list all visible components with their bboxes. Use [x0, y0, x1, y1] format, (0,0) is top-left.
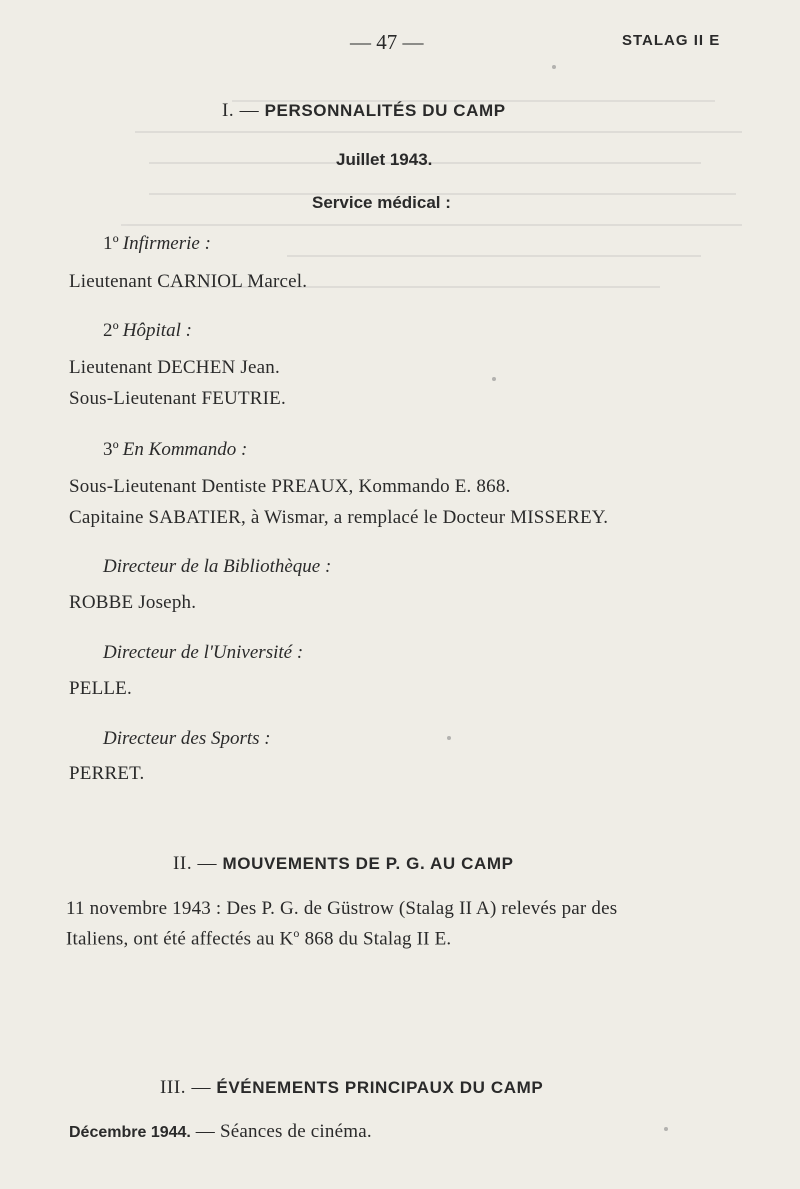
kommando-staff-2: Capitaine SABATIER, à Wismar, a remplacé le Docteur MISSEREY. [69, 507, 609, 528]
section-3-event: — Séances de cinéma. [190, 1121, 372, 1142]
section-2-paragraph-line-1: 11 novembre 1943 : Des P. G. de Güstrow (Stalag II A) relevés par des [66, 898, 618, 919]
hopital-number: 2º [103, 320, 119, 341]
section-3-heading [160, 1077, 543, 1099]
section-2-title: MOUVEMENTS DE P. G. AU CAMP [222, 854, 514, 873]
kommando-number: 3º [103, 439, 119, 460]
kommando-staff-1: Sous-Lieutenant Dentiste PREAUX, Kommando E. 868. [69, 476, 511, 497]
hopital-heading [103, 320, 192, 342]
kommando-superscript: o [293, 926, 300, 940]
section-1-numeral: I. — [222, 100, 260, 121]
paper-speck [552, 65, 556, 69]
section-3-entry [69, 1121, 372, 1143]
infirmerie-heading [103, 233, 211, 255]
kommando-label: En Kommando : [122, 439, 248, 460]
service-title: Service médical : [312, 193, 451, 212]
section-3-date: Décembre 1944. [69, 1124, 191, 1141]
running-title: STALAG II E [622, 32, 721, 49]
kommando-heading [103, 439, 247, 461]
paper-speck [447, 736, 451, 740]
universite-label: Directeur de l'Université : [103, 642, 304, 663]
bibliotheque-name: ROBBE Joseph. [69, 592, 197, 613]
section-1-title: PERSONNALITÉS DU CAMP [264, 101, 506, 120]
sports-label: Directeur des Sports : [103, 728, 271, 749]
paper-speck [664, 1127, 668, 1131]
page-number: — 47 — [350, 30, 424, 54]
infirmerie-staff: Lieutenant CARNIOL Marcel. [69, 271, 308, 292]
hopital-label: Hôpital : [122, 320, 192, 341]
section-2-line-2-start: Italiens, ont été affectés au K [66, 928, 294, 950]
universite-name: PELLE. [69, 678, 132, 699]
paper-speck [492, 377, 496, 381]
section-3-title: ÉVÉNEMENTS PRINCIPAUX DU CAMP [216, 1078, 544, 1097]
section-3-numeral: III. — [160, 1077, 212, 1098]
hopital-staff-1: Lieutenant DECHEN Jean. [69, 357, 280, 378]
hopital-staff-2: Sous-Lieutenant FEUTRIE. [69, 388, 286, 409]
section-1-date: Juillet 1943. [336, 150, 433, 169]
infirmerie-number: 1º [103, 233, 119, 254]
infirmerie-label: Infirmerie : [122, 233, 211, 254]
section-2-numeral: II. — [173, 853, 218, 874]
section-2-heading [173, 853, 514, 875]
bibliotheque-label: Directeur de la Bibliothèque : [103, 556, 332, 577]
sports-name: PERRET. [69, 763, 145, 784]
section-2-line-2-end: 868 du Stalag II E. [299, 928, 452, 950]
section-2-paragraph-line-2 [66, 926, 451, 950]
section-1-heading [222, 100, 506, 122]
